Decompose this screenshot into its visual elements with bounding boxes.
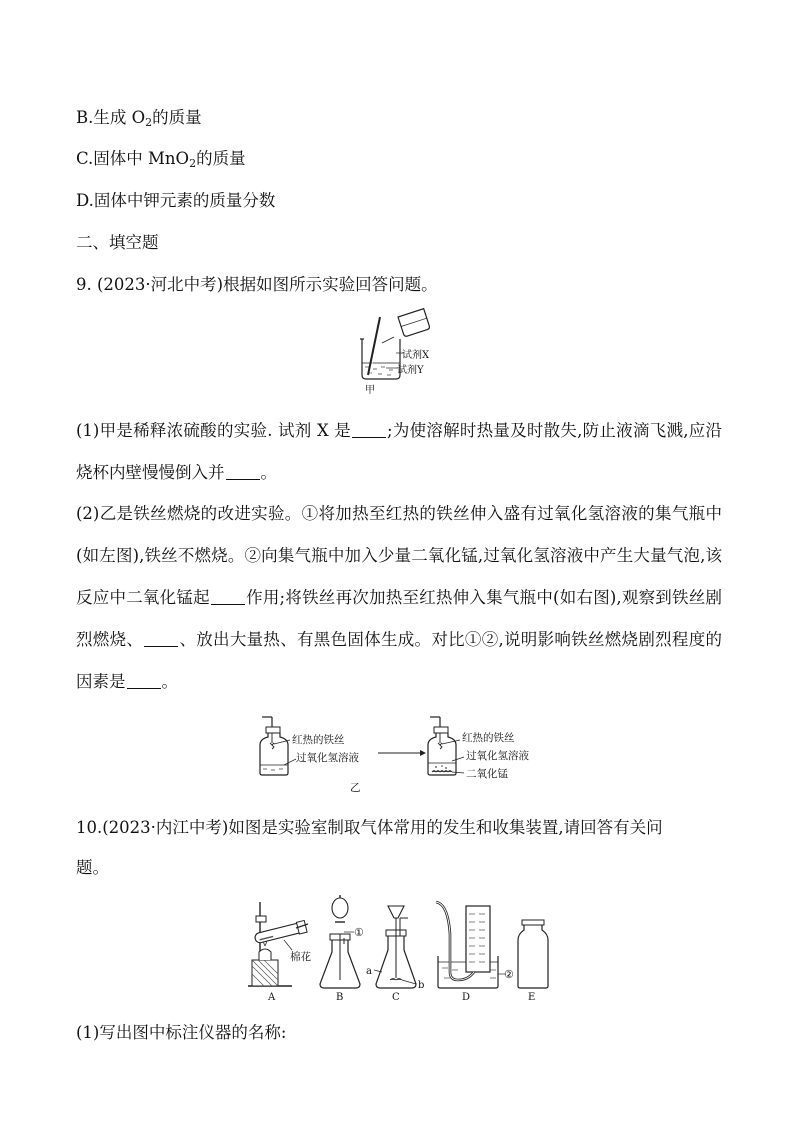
gas-bottle-right bbox=[428, 717, 464, 775]
caption-yi: 乙 bbox=[350, 782, 361, 794]
apparatus-a bbox=[248, 902, 308, 986]
option-b: B.生成 $O_2$的质量 bbox=[76, 108, 202, 129]
answer-blank[interactable] bbox=[226, 463, 260, 480]
label-port-a: a bbox=[366, 966, 372, 977]
figure-jia bbox=[350, 313, 460, 395]
label-mno2: 二氧化锰 bbox=[466, 768, 508, 780]
answer-blank[interactable] bbox=[127, 672, 161, 689]
gas-bottle-left bbox=[260, 717, 296, 775]
apparatus-b bbox=[320, 895, 360, 988]
question-10-title-line2: 题。 bbox=[76, 858, 109, 877]
label-left-solution: 过氧化氢溶液 bbox=[296, 752, 359, 764]
label-right-wire: 红热的铁丝 bbox=[462, 732, 515, 744]
answer-blank[interactable] bbox=[352, 421, 386, 438]
label-marker-1: ① bbox=[354, 926, 364, 939]
label-marker-2: ② bbox=[504, 968, 514, 981]
label-left-wire: 红热的铁丝 bbox=[292, 734, 345, 746]
apparatus-c bbox=[374, 906, 416, 988]
answer-blank[interactable] bbox=[144, 630, 178, 647]
question-10-title-line1: 10.(2023·内江中考)如图是实验室制取气体常用的发生和收集装置,请回答有关问 bbox=[76, 818, 663, 837]
question-10-part-1: (1)写出图中标注仪器的名称: bbox=[76, 1023, 287, 1042]
question-9-title: 9. (2023·河北中考)根据如图所示实验回答问题。 bbox=[76, 275, 438, 294]
label-port-b: b bbox=[418, 980, 425, 991]
label-e: E bbox=[528, 992, 536, 1003]
question-9-part-1: (1)甲是稀释浓硫酸的实验. 试剂 X 是 ;为使溶解时热量及时散失,防止液滴飞溅,应沿烧杯内壁慢慢倒入并 。 bbox=[76, 421, 722, 482]
question-9-part-2: (2)乙是铁丝燃烧的改进实验。①将加热至红热的铁丝伸入盛有过氧化氢溶液的集气瓶中(如左图),铁丝不燃烧。②向集气瓶中加入少量二氧化锰,过氧化氢溶液中产生大量气泡,该反应中二氧化锰起 作用;将铁丝再次加热至红热伸入集气瓶中(如右图),观察到铁丝剧烈燃烧、 、放出大量热、有黑色固体生成。对比①②,说明影响铁丝燃烧剧烈程度的因素是 。 bbox=[76, 504, 723, 691]
caption-jia: 甲 bbox=[365, 385, 375, 396]
option-c: C.固体中 MnO$_2$的质量 bbox=[76, 149, 246, 170]
apparatus-d bbox=[436, 902, 506, 988]
section-title: 二、填空题 bbox=[76, 233, 159, 252]
label-reagent-y: 试剂Y bbox=[397, 365, 424, 376]
apparatus-e bbox=[518, 920, 548, 988]
label-b: B bbox=[336, 992, 344, 1003]
label-d: D bbox=[462, 992, 471, 1003]
label-cotton: 棉花 bbox=[290, 951, 311, 963]
figure-apparatus bbox=[244, 894, 554, 1004]
figure-yi bbox=[256, 713, 556, 795]
label-c: C bbox=[392, 992, 400, 1003]
label-right-solution: 过氧化氢溶液 bbox=[466, 750, 529, 762]
option-d: D.固体中钾元素的质量分数 bbox=[76, 191, 276, 210]
label-reagent-x: 试剂X bbox=[402, 350, 430, 361]
label-a: A bbox=[268, 992, 276, 1003]
answer-blank[interactable] bbox=[211, 588, 245, 605]
